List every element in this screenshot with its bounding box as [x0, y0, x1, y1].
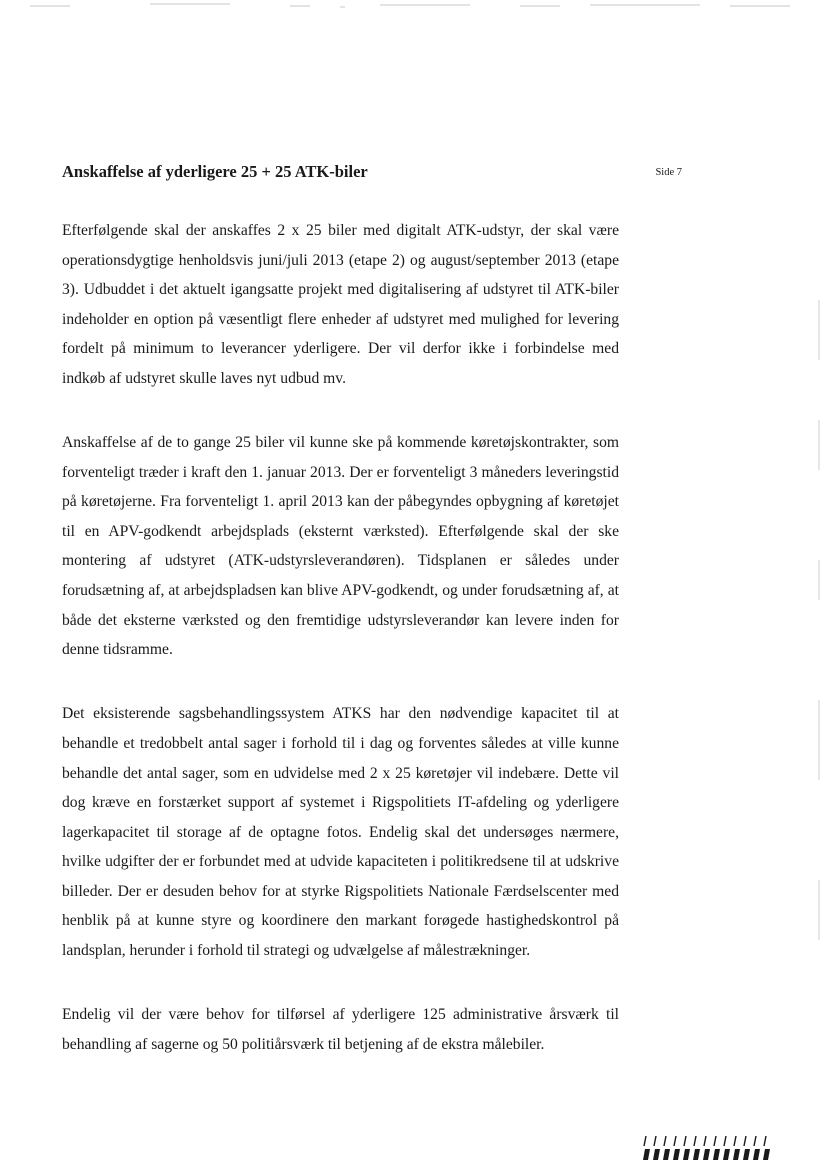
- paragraph-4: Endelig vil der være behov for tilførsel af yderligere 125 administrative årsværk til behandling af sagerne og 50 politiårsværk til betjening af de ekstra målebiler.: [62, 1006, 619, 1053]
- barcode-icon: [640, 1135, 772, 1161]
- paragraph-2: Anskaffelse af de to gange 25 biler vil kunne ske på kommende køretøjskontrakter, som forventeligt træder i kraft den 1. januar 2013. Der er forventeligt 3 måneders leveringstid på køretøjerne. Fra forventeligt 1. april 2013 kan der påbegyndes opbygning af køretøjet til en APV-godkendt arbejdsplads (eksternt værksted). Efterfølgende skal der ske montering af udstyret (ATK-udstyrsleverandøren). Tidsplanen er således under forudsætning af, at arbejdspladsen kan blive APV-godkendt, og under forudsætning af, at både det eksterne værksted og den fremtidige udstyrsleverandør kan levere inden for denne tidsramme.: [62, 434, 619, 659]
- paragraph-1: Efterfølgende skal der anskaffes 2 x 25 biler med digitalt ATK-udstyr, der skal være operationsdygtige henholdsvis juni/juli 2013 (etape 2) og august/september 2013 (etape 3). Udbuddet i det aktuelt igangsatte projekt med digitalisering af udstyret til ATK-biler indeholder en option på væsentligt flere enheder af udstyret med mulighed for levering fordelt på minimum to leverancer yderligere. Der vil derfor ikke i forbindelse med indkøb af udstyret skulle laves nyt udbud mv.: [62, 222, 619, 387]
- page-number: Side 7: [655, 167, 682, 178]
- section-title: Anskaffelse af yderligere 25 + 25 ATK-biler: [62, 162, 368, 181]
- scan-edge-right: [818, 0, 821, 1169]
- document-body: [62, 216, 619, 1094]
- paragraph-3: Det eksisterende sagsbehandlingssystem ATKS har den nødvendige kapacitet til at behandle et tredobbelt antal sager i forhold til i dag og forventes således at ville kunne behandle det antal sager, som en udvidelse med 2 x 25 køretøjer vil indebære. Dette vil dog kræve en forstærket support af systemet i Rigspolitiets IT-afdeling og yderligere lagerkapacitet til storage af de optagne fotos. Endelig skal det undersøges nærmere, hvilke udgifter der er forbundet med at udvide kapaciteten i politikredsene til at udskrive billeder. Der er desuden behov for at styrke Rigspolitiets Nationale Færdselscenter med henblik på at kunne styre og koordinere den markant forøgede hastighedskontrol på landsplan, herunder i forhold til strategi og udvælgelse af målestrækninger.: [62, 705, 619, 960]
- page-header: [62, 160, 682, 186]
- scan-noise-top: [0, 0, 827, 14]
